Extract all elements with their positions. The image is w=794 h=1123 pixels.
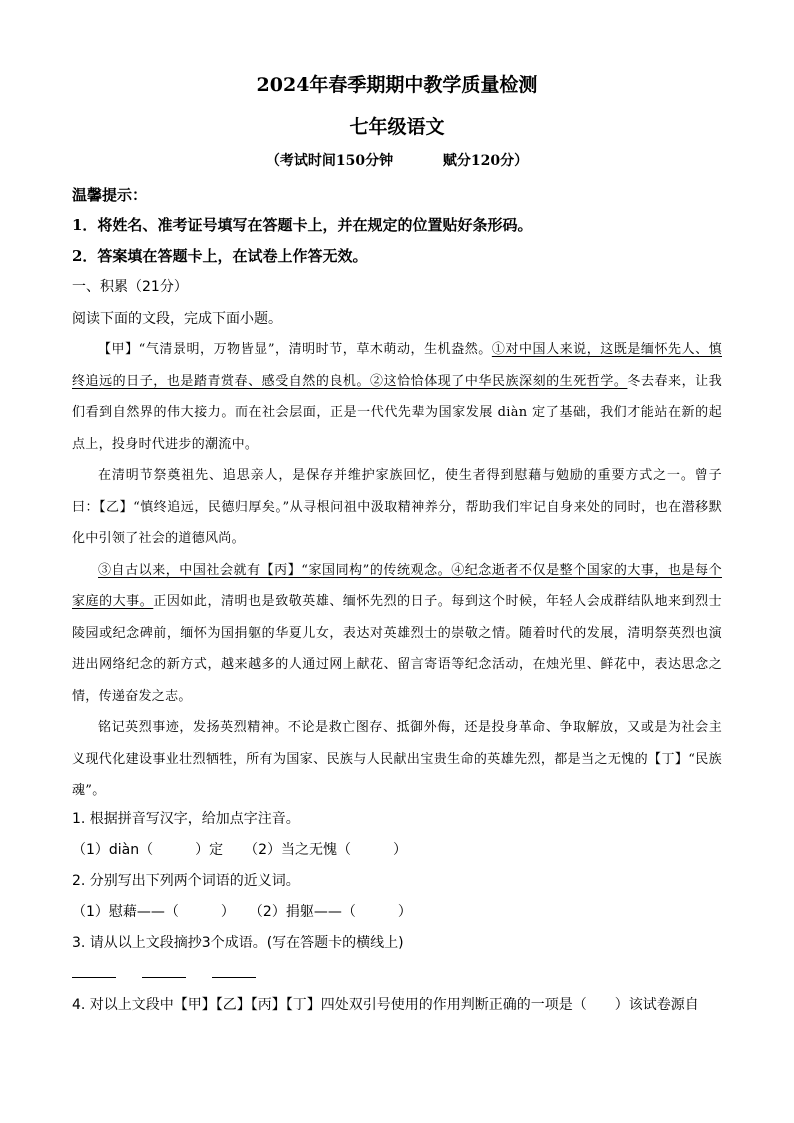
question-3: 3. 请从以上文段摘抄3个成语。(写在答题卡的横线上) xyxy=(72,935,404,951)
passage-paragraph-2: 在清明节祭奠祖先、追思亲人，是保存并维护家族回忆，使生者得到慰藉与勉励的重要方式之一。曾子曰：【乙】“慎终追远，民德归厚矣。”从寻根问祖中汲取精神养分，帮助我们牢记自身来处的同时，也在潜移默化中引领了社会的道德风尚。 xyxy=(72,468,722,546)
exam-score: 赋分120分） xyxy=(442,153,529,169)
passage-paragraph-1: 【甲】“气清景明，万物皆显”，清明时节，草木萌动，生机盎然。①对中国人来说，这既是缅怀先人、慎终追远的日子，也是踏青赏春、感受自然的良机。②这恰恰体现了中华民族深刻的生死哲学。冬去春来，让我们看到自然界的伟大接力。而在社会层面，正是一代代先辈为国家发展 diàn 定了基础，我们才能站在新的起点上，投身时代进步的潮流中。 xyxy=(72,342,723,452)
tips-item-1: 1．将姓名、准考证号填写在答题卡上，并在规定的位置贴好条形码。 xyxy=(72,216,533,234)
question-1-sub: （1）diàn（ ）定 （2）当之无愧（ ） xyxy=(72,842,408,858)
section-heading: 一、积累（21分） xyxy=(72,279,188,295)
question-2: 2. 分别写出下列两个词语的近义词。 xyxy=(72,873,300,889)
exam-subject: 七年级语文 xyxy=(349,116,445,138)
passage-paragraph-4: 铭记英烈事迹，发扬英烈精神。不论是救亡图存、抵御外侮，还是投身革命、争取解放，又或是为社会主义现代化建设事业壮烈牺牲，所有为国家、民族与人民献出宝贵生命的英雄先烈，都是当之无愧的【丁】“民族魂”。 xyxy=(72,720,722,798)
underlined-sentence-1: ①对中国人来说，这既是缅怀先人、慎终追远的日子，也是踏青赏春、感受自然的良机。 xyxy=(72,342,722,389)
section-intro: 阅读下面的文段，完成下面小题。 xyxy=(72,311,282,327)
passage xyxy=(72,334,722,807)
exam-title: 2024年春季期期中教学质量检测 xyxy=(256,74,538,96)
answer-blanks xyxy=(72,963,272,983)
answer-blank xyxy=(72,977,116,978)
exam-info xyxy=(0,150,794,170)
question-4: 4. 对以上文段中【甲】【乙】【丙】【丁】四处双引号使用的作用判断正确的一项是（ ）该试卷源自 xyxy=(72,997,699,1013)
tips-heading: 温馨提示： xyxy=(72,186,148,204)
underlined-sentence-4: ④纪念逝者不仅是整个国家的大事，也是每个家庭的大事。 xyxy=(72,562,722,609)
question-1: 1. 根据拼音写汉字，给加点字注音。 xyxy=(72,811,300,827)
tips-item-2: 2．答案填在答题卡上，在试卷上作答无效。 xyxy=(72,247,368,265)
exam-time: （考试时间150分钟 xyxy=(265,153,394,169)
answer-blank xyxy=(212,977,256,978)
underlined-sentence-2: ②这恰恰体现了中华民族深刻的生死哲学。 xyxy=(370,373,628,389)
answer-blank xyxy=(142,977,186,978)
passage-paragraph-3: ③自古以来，中国社会就有【丙】“家国同构”的传统观念。④纪念逝者不仅是整个国家的大事，也是每个家庭的大事。正因如此，清明也是致敬英雄、缅怀先烈的日子。每到这个时候，年轻人会成群结队地来到烈士陵园或纪念碑前，缅怀为国捐躯的华夏儿女，表达对英雄烈士的崇敬之情。随着时代的发展，清明祭英烈也演进出网络纪念的新方式，越来越多的人通过网上献花、留言寄语等纪念活动，在烛光里、鲜花中，表达思念之情，传递奋发之志。 xyxy=(72,562,722,704)
underlined-sentence-3: ③自古以来，中国社会就有【丙】“家国同构”的传统观念。 xyxy=(98,562,452,578)
question-2-sub: （1）慰藉——（ ） （2）捐躯——（ ） xyxy=(72,904,412,920)
